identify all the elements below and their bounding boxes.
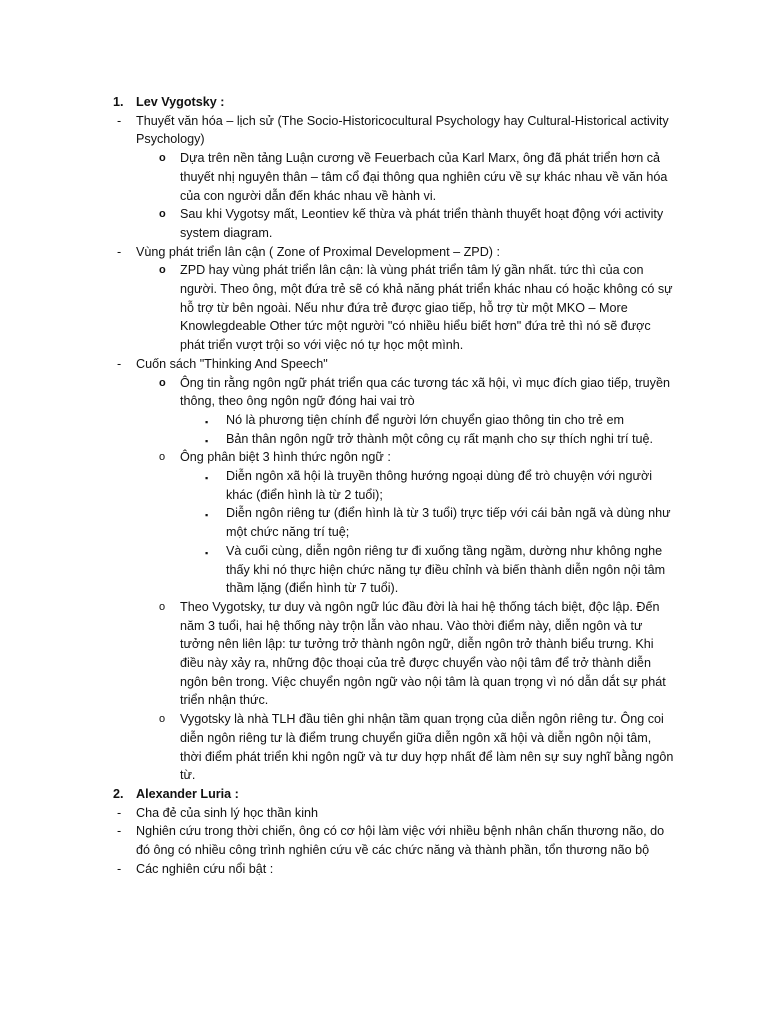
sub-bullet-text: Knowlegdeable Other tức một người "có nhiều hiểu biết hơn" đứa trẻ thì nó sẽ được: [180, 319, 651, 334]
sub-bullet-text: điều này xảy ra, những độc thoại của trẻ được chuyển vào nội tâm để trở thành diễn: [180, 656, 651, 670]
square-bullet-icon: ▪: [205, 510, 209, 521]
sub-bullet-text: diễn ngôn riêng tư là điểm trung chuyển giữa diễn ngôn xã hội và diễn ngôn nội tâm,: [180, 730, 652, 745]
sub-sub-bullet-text: thấy khi nó thực hiện chức năng tự điều chỉnh và biến thành diễn ngôn nội tâm: [226, 562, 666, 577]
sub-bullet-text: tưởng nên liên lập: tư tưởng trở thành ngôn ngữ, diễn ngôn trở thành biểu trưng. Khi: [180, 637, 654, 652]
bullet-text: Cuốn sách "Thinking And Speech": [136, 356, 328, 371]
square-bullet-icon: ▪: [205, 416, 209, 427]
section-heading: Alexander Luria :: [136, 786, 239, 801]
bullet-text: Cha đẻ của sinh lý học thần kinh: [136, 805, 319, 820]
dash-bullet: -: [117, 356, 122, 371]
circle-bullet-icon: o: [159, 152, 166, 165]
sub-sub-bullet-text: một chức năng trí tuệ;: [226, 525, 350, 540]
bullet-text: Các nghiên cứu nổi bật :: [136, 861, 274, 876]
dash-bullet: -: [117, 113, 122, 128]
section-heading: Lev Vygotsky :: [136, 95, 225, 109]
sub-sub-bullet-text: Nó là phương tiện chính để người lớn chuyển giao thông tin cho trẻ em: [226, 412, 625, 427]
sub-bullet-text: Sau khi Vygotsy mất, Leontiev kế thừa và phát triển thành thuyết hoạt động với activity: [180, 207, 664, 222]
sub-bullet-text: ngôn bên trong. Việc chuyển ngôn ngữ vào nội tâm là quan trọng vì nó dẫn dắt sự phát: [180, 674, 666, 689]
sub-bullet-text: Ông phân biệt 3 hình thức ngôn ngữ :: [180, 450, 391, 465]
dash-bullet: -: [117, 861, 122, 876]
sub-bullet-text: hỗ trợ từ bên ngoài. Nếu như đứa trẻ được giao tiếp, hỗ trợ từ một MKO – More: [180, 300, 628, 315]
circle-bullet-icon: o: [159, 376, 166, 389]
square-bullet-icon: ▪: [205, 547, 209, 558]
section-number: 2.: [113, 786, 124, 801]
sub-bullet-text: Theo Vygotsky, tư duy và ngôn ngữ lúc đầu đời là hai hệ thống tách biệt, độc lập. Đến: [180, 599, 660, 614]
sub-bullet-text: system diagram.: [180, 225, 273, 240]
circle-bullet-icon: o: [159, 600, 166, 613]
bullet-text: Thuyết văn hóa – lịch sử (The Socio-Historicocultural Psychology hay Cultural-Historical activity: [136, 113, 669, 128]
bullet-text: Psychology): [136, 132, 205, 147]
dash-bullet: -: [117, 805, 122, 820]
sub-bullet-text: triển nhận thức.: [180, 693, 269, 708]
dash-bullet: -: [117, 244, 122, 259]
sub-sub-bullet-text: thầm lặng (điển hình từ 7 tuổi).: [226, 581, 399, 596]
sub-sub-bullet-text: Và cuối cùng, diễn ngôn riêng tư đi xuống tầng ngầm, dường như không nghe: [226, 543, 663, 558]
sub-bullet-text: từ.: [180, 768, 196, 783]
sub-bullet-text: ZPD hay vùng phát triển lân cận: là vùng phát triển tâm lý gần nhất. tức thì của con: [180, 263, 644, 278]
sub-sub-bullet-text: khác (điển hình là từ 2 tuổi);: [226, 487, 383, 502]
sub-sub-bullet-text: Bản thân ngôn ngữ trở thành một công cụ rất mạnh cho sự thích nghi trí tuệ.: [226, 431, 653, 446]
circle-bullet-icon: o: [159, 208, 166, 221]
sub-sub-bullet-text: Diễn ngôn riêng tư (điển hình là từ 3 tuổi) trực tiếp với cái bản ngã và dùng như: [226, 506, 671, 521]
sub-bullet-text: Dựa trên nền tảng Luận cương về Feuerbach của Karl Marx, ông đã phát triển hơn cả: [180, 151, 661, 166]
bullet-text: đó ông có nhiều công trình nghiên cứu về các chức năng và thành phần, tổn thương não bộ: [136, 843, 650, 857]
square-bullet-icon: ▪: [205, 435, 209, 446]
sub-bullet-text: Vygotsky là nhà TLH đầu tiên ghi nhận tầm quan trọng của diễn ngôn riêng tư. Ông coi: [180, 712, 664, 727]
dash-bullet: -: [117, 824, 122, 839]
square-bullet-icon: ▪: [205, 473, 209, 483]
section-number: 1.: [113, 95, 124, 109]
sub-bullet-text: của con người dẫn đến khác nhau về hành vi.: [180, 188, 437, 203]
sub-bullet-text: phát triển vượt trội so với việc nó tự học một mình.: [180, 338, 464, 353]
bullet-text: Nghiên cứu trong thời chiến, ông có cơ hội làm việc với nhiều bệnh nhân chấn thương não, do: [136, 824, 665, 839]
sub-sub-bullet-text: Diễn ngôn xã hội là truyền thông hướng ngoại dùng để trò chuyện với người: [226, 469, 653, 483]
circle-bullet-icon: o: [159, 264, 166, 277]
sub-bullet-text: thông, theo ông ngôn ngữ đóng hai vai trò: [180, 394, 415, 409]
circle-bullet-icon: o: [159, 713, 166, 726]
sub-bullet-text: thuyết nhị nguyên thân – tâm cổ đại thông qua nghiên cứu về sự khác nhau về văn hóa: [180, 169, 668, 184]
circle-bullet-icon: o: [159, 451, 166, 464]
sub-bullet-text: Ông tin rằng ngôn ngữ phát triển qua các tương tác xã hội, vì mục đích giao tiếp, truyền: [180, 375, 670, 390]
sub-bullet-text: người. Theo ông, một đứa trẻ sẽ có khả năng phát triển khác nhau có hoặc không có sự: [180, 282, 673, 296]
sub-bullet-text: năm 3 tuổi, hai hệ thống này trộn lẫn vào nhau. Vào thời điểm này, diễn ngôn và tư: [180, 618, 643, 633]
bullet-text: Vùng phát triển lân cận ( Zone of Proximal Development – ZPD) :: [136, 244, 500, 259]
sub-bullet-text: thời điểm phát triển khi ngôn ngữ và tư duy hợp nhất để làm nên sự suy nghĩ bằng ngôn: [180, 749, 674, 764]
